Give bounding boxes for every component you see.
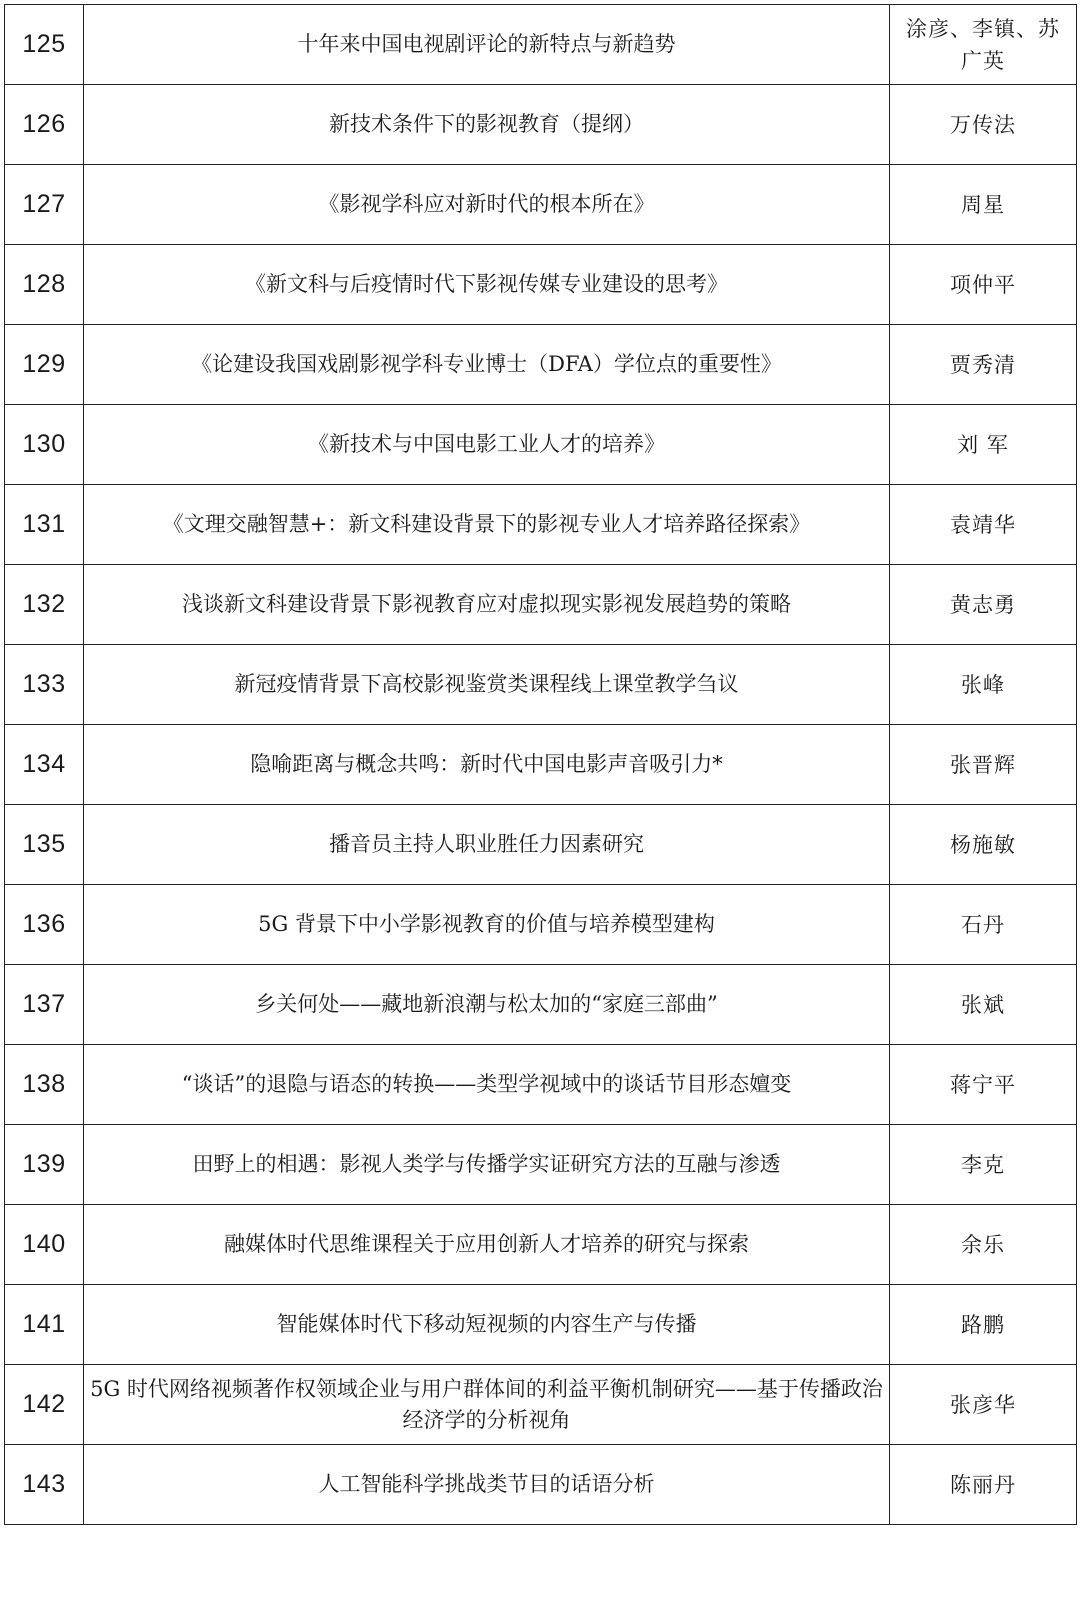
row-number: 130 [5, 405, 84, 485]
paper-title: 隐喻距离与概念共鸣：新时代中国电影声音吸引力* [84, 725, 890, 805]
table-row [5, 1205, 1077, 1285]
paper-list-table [4, 4, 1077, 1525]
row-number: 141 [5, 1285, 84, 1365]
table-row [5, 245, 1077, 325]
row-number: 140 [5, 1205, 84, 1285]
row-number: 133 [5, 645, 84, 725]
row-number: 126 [5, 85, 84, 165]
paper-title: 智能媒体时代下移动短视频的内容生产与传播 [84, 1285, 890, 1365]
paper-author: 张晋辉 [890, 725, 1077, 805]
paper-author: 涂彦、李镇、苏广英 [890, 5, 1077, 85]
table-row [5, 965, 1077, 1045]
table-row [5, 5, 1077, 85]
paper-author: 石丹 [890, 885, 1077, 965]
row-number: 136 [5, 885, 84, 965]
table-row [5, 1445, 1077, 1525]
row-number: 135 [5, 805, 84, 885]
table-row [5, 805, 1077, 885]
row-number: 131 [5, 485, 84, 565]
paper-title: 5G 时代网络视频著作权领域企业与用户群体间的利益平衡机制研究——基于传播政治经济学的分析视角 [84, 1365, 890, 1445]
table-row [5, 885, 1077, 965]
paper-list-body [5, 5, 1077, 1525]
paper-title: 《论建设我国戏剧影视学科专业博士（DFA）学位点的重要性》 [84, 325, 890, 405]
paper-author: 李克 [890, 1125, 1077, 1205]
row-number: 125 [5, 5, 84, 85]
paper-title: 人工智能科学挑战类节目的话语分析 [84, 1445, 890, 1525]
table-row [5, 405, 1077, 485]
paper-author: 贾秀清 [890, 325, 1077, 405]
paper-title: 乡关何处——藏地新浪潮与松太加的“家庭三部曲” [84, 965, 890, 1045]
paper-title: “谈话”的退隐与语态的转换——类型学视域中的谈话节目形态嬗变 [84, 1045, 890, 1125]
row-number: 139 [5, 1125, 84, 1205]
paper-author: 刘 军 [890, 405, 1077, 485]
table-row [5, 1045, 1077, 1125]
table-row [5, 165, 1077, 245]
paper-title: 5G 背景下中小学影视教育的价值与培养模型建构 [84, 885, 890, 965]
paper-author: 项仲平 [890, 245, 1077, 325]
paper-author: 杨施敏 [890, 805, 1077, 885]
paper-title: 田野上的相遇：影视人类学与传播学实证研究方法的互融与渗透 [84, 1125, 890, 1205]
paper-title: 播音员主持人职业胜任力因素研究 [84, 805, 890, 885]
table-row [5, 645, 1077, 725]
paper-author: 余乐 [890, 1205, 1077, 1285]
table-row [5, 485, 1077, 565]
paper-author: 路鹏 [890, 1285, 1077, 1365]
paper-title: 新技术条件下的影视教育（提纲） [84, 85, 890, 165]
table-row [5, 85, 1077, 165]
paper-title: 《新文科与后疫情时代下影视传媒专业建设的思考》 [84, 245, 890, 325]
paper-title: 《影视学科应对新时代的根本所在》 [84, 165, 890, 245]
paper-title: 新冠疫情背景下高校影视鉴赏类课程线上课堂教学刍议 [84, 645, 890, 725]
table-row [5, 1285, 1077, 1365]
paper-author: 张彦华 [890, 1365, 1077, 1445]
paper-title: 融媒体时代思维课程关于应用创新人才培养的研究与探索 [84, 1205, 890, 1285]
paper-title: 十年来中国电视剧评论的新特点与新趋势 [84, 5, 890, 85]
paper-title: 《新技术与中国电影工业人才的培养》 [84, 405, 890, 485]
row-number: 127 [5, 165, 84, 245]
paper-author: 张峰 [890, 645, 1077, 725]
table-row [5, 1365, 1077, 1445]
paper-title: 《文理交融智慧+：新文科建设背景下的影视专业人才培养路径探索》 [84, 485, 890, 565]
paper-title: 浅谈新文科建设背景下影视教育应对虚拟现实影视发展趋势的策略 [84, 565, 890, 645]
table-row [5, 565, 1077, 645]
row-number: 128 [5, 245, 84, 325]
paper-author: 张斌 [890, 965, 1077, 1045]
table-row [5, 325, 1077, 405]
row-number: 134 [5, 725, 84, 805]
table-row [5, 725, 1077, 805]
row-number: 143 [5, 1445, 84, 1525]
paper-author: 周星 [890, 165, 1077, 245]
row-number: 137 [5, 965, 84, 1045]
table-row [5, 1125, 1077, 1205]
row-number: 138 [5, 1045, 84, 1125]
paper-author: 蒋宁平 [890, 1045, 1077, 1125]
row-number: 132 [5, 565, 84, 645]
paper-author: 袁靖华 [890, 485, 1077, 565]
paper-author: 万传法 [890, 85, 1077, 165]
row-number: 129 [5, 325, 84, 405]
paper-author: 陈丽丹 [890, 1445, 1077, 1525]
row-number: 142 [5, 1365, 84, 1445]
paper-author: 黄志勇 [890, 565, 1077, 645]
